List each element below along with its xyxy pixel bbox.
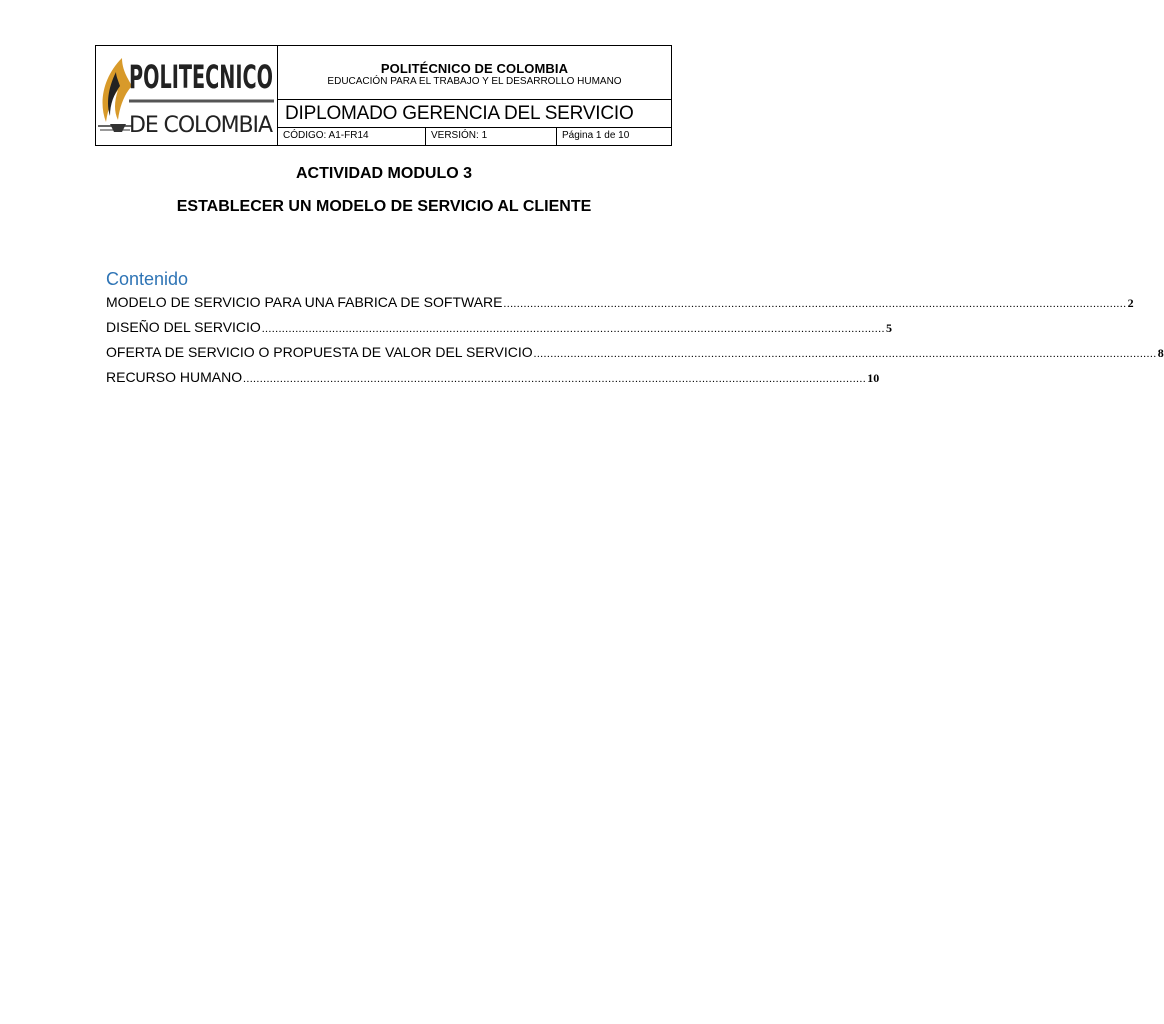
document-title: ACTIVIDAD MODULO 3 xyxy=(296,165,472,182)
toc-entry-label: DISEÑO DEL SERVICIO xyxy=(106,319,261,335)
institution-logo xyxy=(96,46,278,145)
toc-entry-page: 10 xyxy=(867,371,880,385)
document-code: CÓDIGO: A1-FR14 xyxy=(278,128,426,145)
toc-entry[interactable] xyxy=(106,317,892,342)
document-version: VERSIÓN: 1 xyxy=(426,128,557,145)
institution-block xyxy=(278,46,671,100)
document-subtitle: ESTABLECER UN MODELO DE SERVICIO AL CLIENTE xyxy=(176,198,592,215)
toc-entry[interactable] xyxy=(106,292,1134,317)
course-title: DIPLOMADO GERENCIA DEL SERVICIO xyxy=(278,100,671,128)
toc-entry-label: OFERTA DE SERVICIO O PROPUESTA DE VALOR DEL SERVICIO xyxy=(106,344,533,360)
toc-leader-dots xyxy=(262,319,885,339)
table-of-contents xyxy=(106,292,1164,392)
institution-subtitle: EDUCACIÓN PARA EL TRABAJO Y EL DESARROLLO HUMANO xyxy=(327,76,622,87)
toc-entry-label: RECURSO HUMANO xyxy=(106,369,243,385)
svg-text:DE COLOMBIA: DE COLOMBIA xyxy=(129,113,273,138)
toc-entry-page: 8 xyxy=(1157,346,1164,360)
institution-name: POLITÉCNICO DE COLOMBIA xyxy=(380,61,569,76)
torch-icon xyxy=(96,46,277,145)
document-header xyxy=(95,45,672,146)
toc-entry-page: 2 xyxy=(1127,296,1134,310)
document-metadata-row xyxy=(278,128,671,145)
toc-leader-dots xyxy=(534,344,1157,364)
toc-heading: Contenido xyxy=(106,269,189,289)
page-number: Página 1 de 10 xyxy=(562,130,630,141)
toc-entry-page: 5 xyxy=(885,321,892,335)
toc-leader-dots xyxy=(504,294,1127,314)
toc-entry[interactable] xyxy=(106,342,1164,367)
svg-text:POLITECNICO: POLITECNICO xyxy=(129,58,273,96)
toc-entry-label: MODELO DE SERVICIO PARA UNA FABRICA DE SOFTWARE xyxy=(106,294,503,310)
toc-leader-dots xyxy=(243,369,866,389)
toc-entry[interactable] xyxy=(106,367,880,392)
